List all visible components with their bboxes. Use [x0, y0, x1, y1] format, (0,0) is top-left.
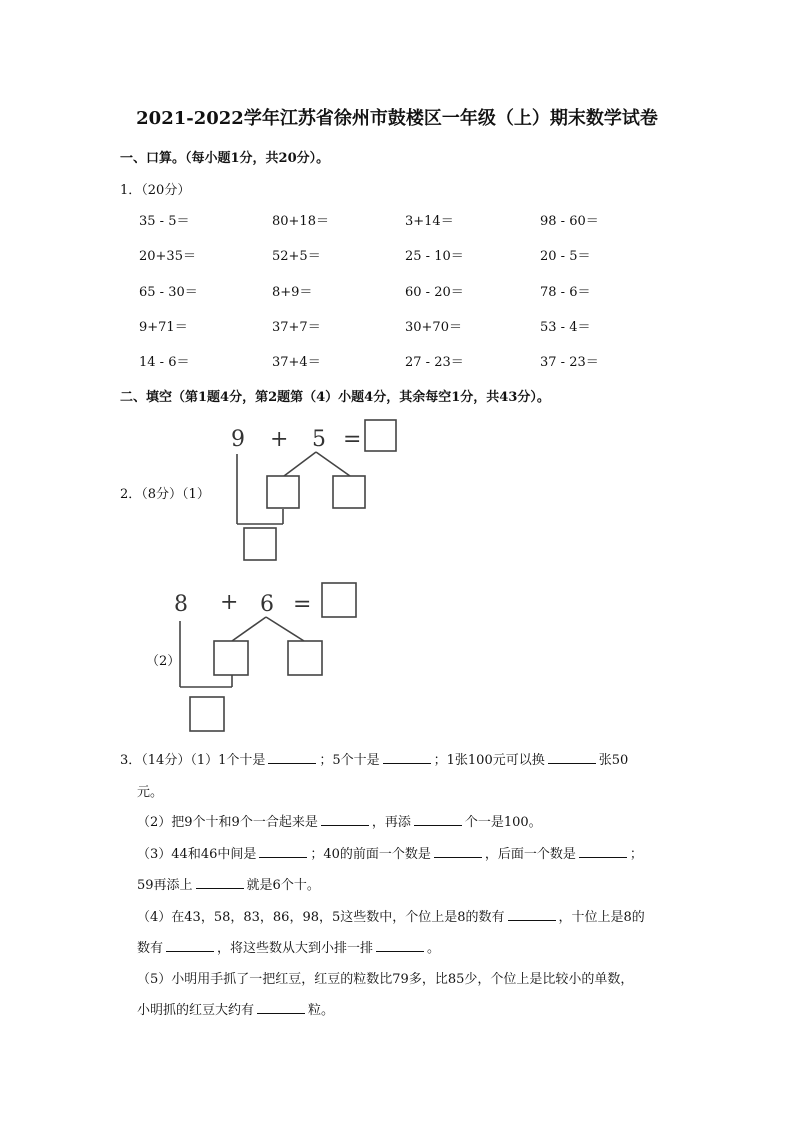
answer-blank[interactable]: [166, 939, 214, 952]
q1-expression: 27 - 23＝: [405, 355, 464, 370]
diagram1-answer-box: [365, 420, 396, 451]
q3-text: ，后面一个数是: [484, 847, 576, 862]
q1-expression: 80+18＝: [272, 214, 329, 229]
q1-expression: 35 - 5＝: [139, 214, 190, 229]
answer-blank[interactable]: [257, 1001, 305, 1014]
q1-expression: 14 - 6＝: [139, 355, 190, 370]
q3-text: 3．（14分）（1）1个十是: [120, 753, 266, 768]
q3-text: ；5个十是: [319, 753, 380, 768]
diagram1-plus: +: [270, 427, 289, 452]
q3-text: 粒。: [308, 1003, 335, 1018]
answer-blank[interactable]: [508, 908, 556, 921]
q3-line-2: 元。: [137, 785, 164, 800]
q3-text: ；40的前面一个数是: [310, 847, 431, 862]
answer-blank[interactable]: [196, 876, 244, 889]
diagram2-split-box-left: [214, 641, 248, 675]
q1-expression: 53 - 4＝: [540, 320, 591, 335]
q3-text: 数有: [137, 941, 164, 956]
q1-expression: 98 - 60＝: [540, 214, 599, 229]
answer-blank[interactable]: [376, 939, 424, 952]
q2-part2-label: （2）: [146, 654, 181, 669]
q3-part-5: （5）小明用手抓了一把红豆，红豆的粒数比79多，比85少，个位上是比较小的单数，: [137, 972, 634, 987]
q2-diagram-2: [168, 577, 364, 737]
q3-text: （3）44和46中间是: [137, 847, 257, 862]
q3-text: 59再添上: [137, 878, 193, 893]
q3-text: ，再添: [371, 815, 411, 830]
diagram2-split-box-right: [288, 641, 322, 675]
diagram1-number-a: 9: [231, 427, 245, 452]
q1-expression: 60 - 20＝: [405, 285, 464, 300]
diagram2-number-a: 8: [174, 592, 188, 617]
answer-blank[interactable]: [579, 845, 627, 858]
diagram1-number-b: 5: [312, 427, 326, 452]
q1-expression: 9+71＝: [139, 320, 188, 335]
diagram1-split-box-left: [267, 476, 299, 508]
q3-part-5-cont: [137, 999, 334, 1018]
diagram2-number-b: 6: [260, 592, 274, 617]
diagram2-answer-box: [322, 583, 356, 617]
diagram1-result-box: [244, 528, 276, 560]
answer-blank[interactable]: [414, 813, 462, 826]
q1-expression: 37+4＝: [272, 355, 321, 370]
q3-text: 张50: [598, 753, 629, 768]
answer-blank[interactable]: [383, 751, 431, 764]
q1-expression: 3+14＝: [405, 214, 454, 229]
q3-part-2: [137, 811, 542, 830]
q1-expression: 25 - 10＝: [405, 249, 464, 264]
q1-expression: 8+9＝: [272, 285, 313, 300]
q3-part-3: [137, 843, 643, 862]
answer-blank[interactable]: [268, 751, 316, 764]
q3-text: ；: [629, 847, 643, 862]
q3-text: ，十位上是8的: [558, 910, 645, 925]
q1-expression: 20 - 5＝: [540, 249, 591, 264]
q2-label: 2．（8分）（1）: [120, 487, 210, 502]
q3-line-1: [120, 749, 628, 768]
diagram2-equals: =: [293, 592, 312, 617]
q1-expression: 37+7＝: [272, 320, 321, 335]
q3-part-4-cont: [137, 937, 440, 956]
q1-expression: 52+5＝: [272, 249, 321, 264]
q3-part-3-cont: [137, 874, 320, 893]
q1-expression: 20+35＝: [139, 249, 196, 264]
diagram2-result-box: [190, 697, 224, 731]
answer-blank[interactable]: [259, 845, 307, 858]
q3-text: 。: [427, 941, 441, 956]
q3-text: 就是6个十。: [246, 878, 320, 893]
q3-text: ；1张100元可以换: [433, 753, 545, 768]
q3-text: ，将这些数从大到小排一排: [217, 941, 374, 956]
q3-text: 个一是100。: [464, 815, 542, 830]
q1-expression: 65 - 30＝: [139, 285, 198, 300]
section-1-heading: 一、口算。（每小题1分，共20分）。: [120, 151, 330, 166]
q3-text: （4）在43，58，83，86，98，5这些数中，个位上是8的数有: [137, 910, 505, 925]
q1-expression: 78 - 6＝: [540, 285, 591, 300]
q3-text: （2）把9个十和9个一合起来是: [137, 815, 318, 830]
diagram2-plus: +: [220, 590, 239, 615]
answer-blank[interactable]: [548, 751, 596, 764]
q1-label: 1．（20分）: [120, 183, 191, 198]
page-title: 2021-2022学年江苏省徐州市鼓楼区一年级（上）期末数学试卷: [136, 108, 658, 129]
q1-expression: 30+70＝: [405, 320, 462, 335]
q3-text: 小明抓的红豆大约有: [137, 1003, 255, 1018]
diagram1-equals: =: [343, 427, 362, 452]
q1-expression: 37 - 23＝: [540, 355, 599, 370]
diagram1-split-box-right: [333, 476, 365, 508]
answer-blank[interactable]: [321, 813, 369, 826]
answer-blank[interactable]: [434, 845, 482, 858]
q3-part-4: [137, 906, 645, 925]
q2-diagram-1: [222, 414, 402, 568]
section-2-heading: 二、填空（第1题4分，第2题第（4）小题4分，其余每空1分，共43分）。: [120, 390, 550, 405]
